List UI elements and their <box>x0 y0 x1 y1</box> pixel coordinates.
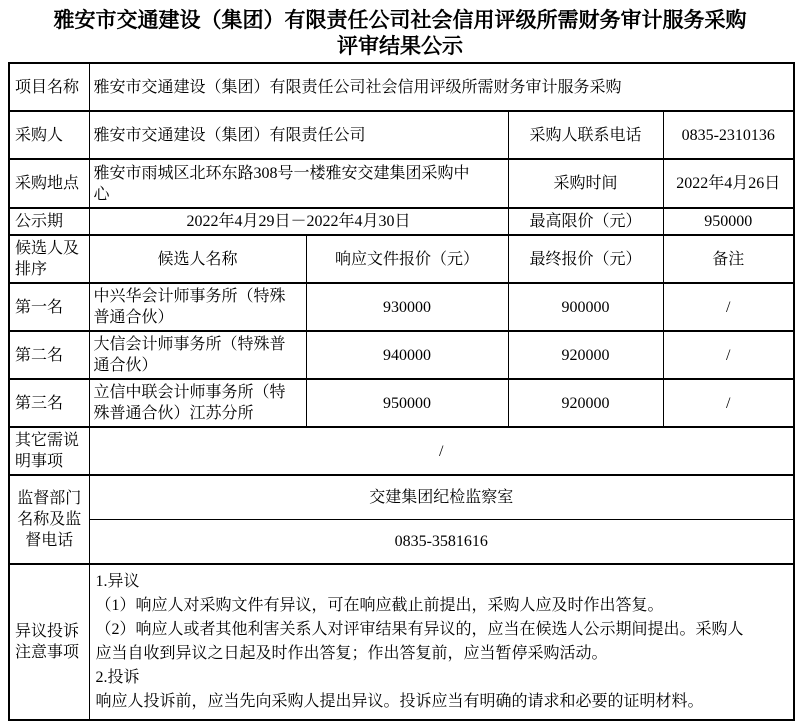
candidate-2-remark: / <box>663 331 794 379</box>
objection-line-1: 1.异议 <box>95 573 140 590</box>
candidate-2-name: 大信会计师事务所（特殊普通合伙） <box>89 331 306 379</box>
publicity-period-label: 公示期 <box>9 208 89 235</box>
max-price-label: 最高限价（元） <box>508 208 663 235</box>
project-name-label: 项目名称 <box>9 63 89 111</box>
candidate-2-final-price: 920000 <box>508 331 663 379</box>
results-table <box>8 62 795 721</box>
objection-line-4: 2.投诉 <box>95 669 140 686</box>
candidate-1-rank: 第一名 <box>9 283 89 331</box>
candidate-3-doc-price: 950000 <box>306 379 508 427</box>
objection-notice-text <box>89 564 794 720</box>
supervision-department-value: 交建集团纪检监察室 <box>89 475 794 519</box>
purchaser-value: 雅安市交通建设（集团）有限责任公司 <box>89 111 508 159</box>
candidate-1-remark: / <box>663 283 794 331</box>
candidate-1-name: 中兴华会计师事务所（特殊普通合伙） <box>89 283 306 331</box>
row-purchaser <box>9 111 794 159</box>
objection-line-3: （2）响应人或者其他利害关系人对评审结果有异议的，应当在候选人公示期间提出。采购人应当自收到异议之日起及时作出答复；作出答复前，应当暂停采购活动。 <box>95 621 744 662</box>
candidate-row-1 <box>9 283 794 331</box>
row-supervision-department <box>9 475 794 519</box>
candidate-3-rank: 第三名 <box>9 379 89 427</box>
purchase-time-value: 2022年4月26日 <box>663 159 794 208</box>
candidate-3-remark: / <box>663 379 794 427</box>
project-name-value: 雅安市交通建设（集团）有限责任公司社会信用评级所需财务审计服务采购 <box>89 63 794 111</box>
purchaser-label: 采购人 <box>9 111 89 159</box>
candidates-rank-header: 候选人及排序 <box>9 235 89 283</box>
publicity-period-value: 2022年4月29日－2022年4月30日 <box>89 208 508 235</box>
other-notes-value: / <box>89 427 794 475</box>
row-location <box>9 159 794 208</box>
row-candidates-header <box>9 235 794 283</box>
candidate-1-doc-price: 930000 <box>306 283 508 331</box>
candidates-doc-price-header: 响应文件报价（元） <box>306 235 508 283</box>
supervision-label: 监督部门名称及监督电话 <box>9 475 89 564</box>
row-objection-notice <box>9 564 794 720</box>
page-title <box>0 0 800 60</box>
candidates-final-price-header: 最终报价（元） <box>508 235 663 283</box>
candidates-remark-header: 备注 <box>663 235 794 283</box>
candidate-3-final-price: 920000 <box>508 379 663 427</box>
candidate-row-2 <box>9 331 794 379</box>
candidate-2-doc-price: 940000 <box>306 331 508 379</box>
other-notes-label: 其它需说明事项 <box>9 427 89 475</box>
objection-line-2: （1）响应人对采购文件有异议，可在响应截止前提出，采购人应及时作出答复。 <box>95 597 664 614</box>
candidate-row-3 <box>9 379 794 427</box>
candidate-3-name: 立信中联会计师事务所（特殊普通合伙）江苏分所 <box>89 379 306 427</box>
row-project <box>9 63 794 111</box>
max-price-value: 950000 <box>663 208 794 235</box>
candidate-1-final-price: 900000 <box>508 283 663 331</box>
supervision-phone-value: 0835-3581616 <box>89 519 794 564</box>
candidates-name-header: 候选人名称 <box>89 235 306 283</box>
objection-line-5: 响应人投诉前，应当先向采购人提出异议。投诉应当有明确的请求和必要的证明材料。 <box>95 693 704 710</box>
location-label: 采购地点 <box>9 159 89 208</box>
page-title-line2: 评审结果公示 <box>337 35 463 58</box>
row-supervision-phone <box>9 519 794 564</box>
purchaser-phone-label: 采购人联系电话 <box>508 111 663 159</box>
purchase-time-label: 采购时间 <box>508 159 663 208</box>
purchaser-phone-value: 0835-2310136 <box>663 111 794 159</box>
page-title-line1: 雅安市交通建设（集团）有限责任公司社会信用评级所需财务审计服务采购 <box>53 9 747 32</box>
row-other-notes <box>9 427 794 475</box>
objection-label: 异议投诉注意事项 <box>9 564 89 720</box>
location-value: 雅安市雨城区北环东路308号一楼雅安交建集团采购中心 <box>89 159 508 208</box>
row-publicity-period <box>9 208 794 235</box>
candidate-2-rank: 第二名 <box>9 331 89 379</box>
